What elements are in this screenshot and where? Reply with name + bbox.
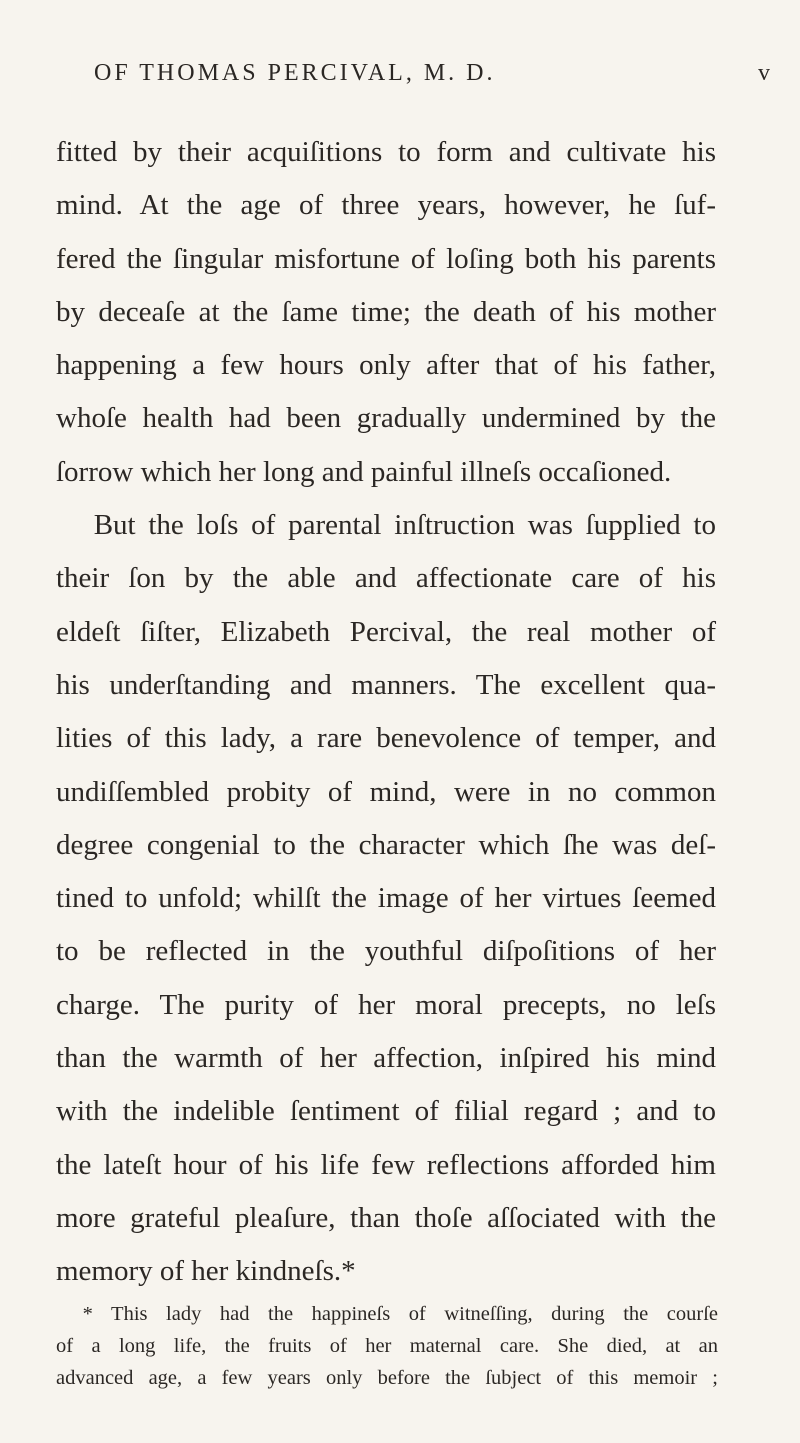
text-line: tined to unfold; whilſt the image of her virtues ſeemed (56, 882, 716, 915)
text-line: lities of this lady, a rare benevolence of temper, and (56, 722, 716, 755)
running-title: OF THOMAS PERCIVAL, M. D. (94, 60, 496, 86)
footnote-line: advanced age, a few years only before the ſubject of this memoir ; (56, 1367, 718, 1389)
text-line: mind. At the age of three years, however, he ſuf- (56, 189, 716, 222)
text-line: whoſe health had been gradually undermined by the (56, 402, 716, 435)
text-line: undiſſembled probity of mind, were in no common (56, 775, 716, 808)
text-line: with the indelible ſentiment of filial regard ; and to (56, 1095, 716, 1128)
footnote-line: of a long life, the fruits of her maternal care. She died, at an (56, 1335, 718, 1357)
text-line: ſorrow which her long and painful illneſs occaſioned. (56, 455, 672, 488)
footnote (56, 1298, 718, 1394)
text-line: fitted by their acquiſitions to form and cultivate his (56, 136, 716, 168)
text-line: eldeſt ſiſter, Elizabeth Percival, the real mother of (56, 615, 716, 648)
body-text (56, 126, 716, 1299)
running-head (94, 60, 770, 90)
text-line: happening a few hours only after that of his father, (56, 349, 716, 382)
text-line: charge. The purity of her moral precepts, no leſs (56, 988, 716, 1021)
footnote-line: * This lady had the happineſs of witneſſing, during the courſe (82, 1303, 718, 1325)
text-line: than the warmth of her affection, inſpired his mind (56, 1042, 716, 1075)
text-line: to be reflected in the youthful diſpoſitions of her (56, 935, 716, 968)
text-line: degree congenial to the character which ſhe was deſ- (56, 828, 716, 861)
text-line: memory of her kindneſs.* (56, 1255, 356, 1288)
text-line: fered the ſingular misfortune of loſing both his parents (56, 242, 716, 275)
text-line: the lateſt hour of his life few reflections afforded him (56, 1148, 716, 1181)
text-line: their ſon by the able and affectionate care of his (56, 562, 716, 595)
text-line: his underſtanding and manners. The excellent qua- (56, 668, 716, 701)
page-number: v (758, 60, 770, 86)
text-line: by deceaſe at the ſame time; the death of his mother (56, 295, 716, 328)
text-line: more grateful pleaſure, than thoſe aſſociated with the (56, 1201, 716, 1234)
text-line: But the loſs of parental inſtruction was ſupplied to (93, 509, 716, 542)
